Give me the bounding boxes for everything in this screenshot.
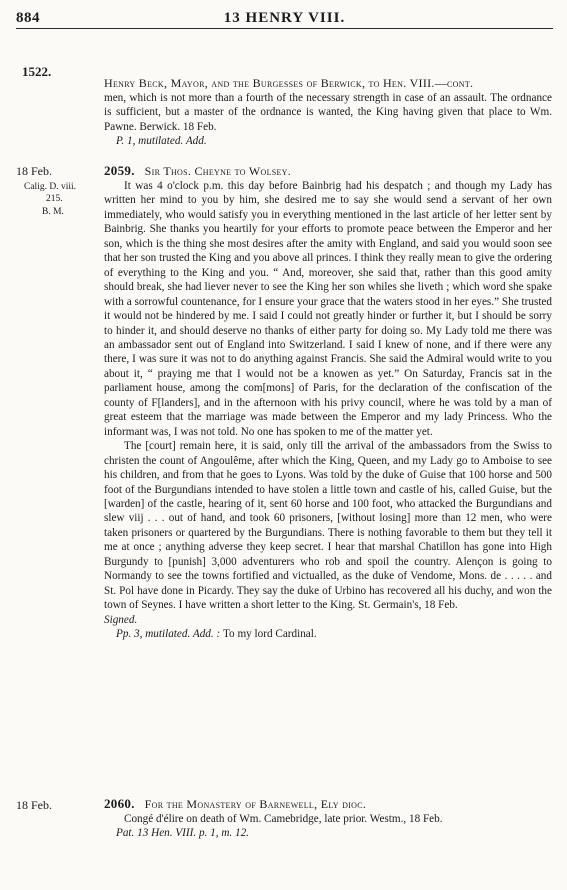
entry-beck-reference: P. 1, mutilated. Add.: [116, 135, 207, 148]
entry-2059-source-3: B. M.: [42, 207, 64, 217]
page-number: 884: [16, 10, 40, 26]
entry-2059-source-1: Calig. D. viii.: [24, 182, 76, 192]
entry-2059-source-2: 215.: [46, 194, 63, 204]
running-title: 13 HENRY VIII.: [223, 10, 346, 26]
entry-2059-reference-italic: Pp. 3, mutilated. Add. :: [116, 628, 221, 641]
entry-2060-date: 18 Feb.: [16, 798, 52, 812]
entry-beck-heading: Henry Beck, Mayor, and the Burgesses of Berwick, to Hen. VIII.—cont.: [104, 76, 474, 90]
entry-2059: [104, 163, 552, 642]
running-header: [16, 10, 553, 29]
entry-2059-signed: [104, 613, 552, 627]
entry-2060-body: Congé d'élire on death of Wm. Camebridge, late prior. Westm., 18 Feb.: [124, 813, 443, 825]
entry-beck-body: men, which is not more than a fourth of the necessary strength in case of an assault. The ordnance is sufficient, but a master of the ordnance is wanted, the King having given that place to Wm. Pawne. Berwick. 18 Feb.: [104, 92, 552, 133]
entry-2059-signed-text: Signed.: [104, 613, 138, 626]
entry-2059-reference: [104, 627, 552, 641]
entry-2060-number: 2060.: [104, 796, 135, 811]
entry-2059-paragraph-2: The [court] remain here, it is said, only till the arrival of the ambassadors from the Swiss to christen the count of Angoulême, after which the King, Queen, and my Lady go to Amboise to see his children, and from that he goes to Lyons. Was told by the duke of Guise that 100 horse and 500 foot of the Burgundians intended to have stolen a little town and castle of his, called Guise, but the [warden] of the castle, hearing of it, sent 60 horse and 100 foot, who attacked the Burgundians and slew viij . . . out of hand, and took 60 prisoners, [without losing] more than 12 men, who were taken prisoners or quartered by the Burgundians. There is nothing favorable to them but they tell it me at once ; anything adverse they keep secret. I hear that marshal Chatillon has gone into High Burgundy to [punish] 3,000 adventurers who rob and spoil the country. Alençon is going to Normandy to see the towns fortified and victualled, as the duke of Vendome, Mons. de . . . . . and St. Pol have done in Picardy. They say the duke of Urbino has recovered all his duchy, and won the town of Seynes. I have written a short letter to the King. St. Germain's, 18 Feb.: [104, 440, 552, 612]
entry-2060-title: For the Monastery of Barnewell, Ely dioc.: [144, 797, 367, 811]
entry-beck: [104, 76, 552, 149]
entry-2060-heading: [104, 796, 552, 812]
entry-2059-date: 18 Feb.: [16, 164, 52, 178]
entry-2060: [104, 796, 552, 841]
entry-2059-paragraph-1: It was 4 o'clock p.m. this day before Bainbrig had his despatch ; and though my Lady has written her mind to you by him, she desired me to say she would send a servant of her own immediately, who would satisfy you in everything mentioned in the last article of her letter sent by Bainbrig. She thanks you heartily for your efforts to promote peace between the Emperor and her son, which is the thing she most desires after the amity with England, and said you would soon see that her son trusted the King and you above all princes. I think they really mean to give the ordering of everything to the King and you. “ And, moreover, she said that, rather than this good amity should break, she had liever never to see the King her son whiles she liveth ; which word she spake with a sorrowful countenance, for I ensure your grace that the waters stood in her eyes.” She trusted it would not be hindered by me. I said I could not greatly hinder or further it, but I should be sorry to hinder it, and should deserve no thanks of either party for doing so. My Lady told me there was an ambassador sent out of England into Switzerland. I said I knew of none, and if there were any there, I was sure it was not to do anything against Francis. She said the Admiral would write to you about it, “ praying me that I would not be a knowen as yet.” On Saturday, Francis sat in the parliament house, among the com[mons] of Paris, for the declaration of the confiscation of the county of F[landers], and in the afternoon with his privy council, where he was told by a man of great esteem that the marriage was made between the Emperor and my lady Princess. Who the informant was, I was not told. No one has spoken to me of the matter yet.: [104, 180, 552, 438]
entry-2059-title: Sir Thos. Cheyne to Wolsey.: [144, 164, 292, 178]
entry-2060-reference: Pat. 13 Hen. VIII. p. 1, m. 12.: [116, 827, 249, 840]
entry-2059-address: To my lord Cardinal.: [223, 628, 317, 641]
entry-2059-number: 2059.: [104, 163, 135, 178]
entry-2059-heading: [104, 163, 552, 179]
margin-year: 1522.: [22, 64, 52, 79]
